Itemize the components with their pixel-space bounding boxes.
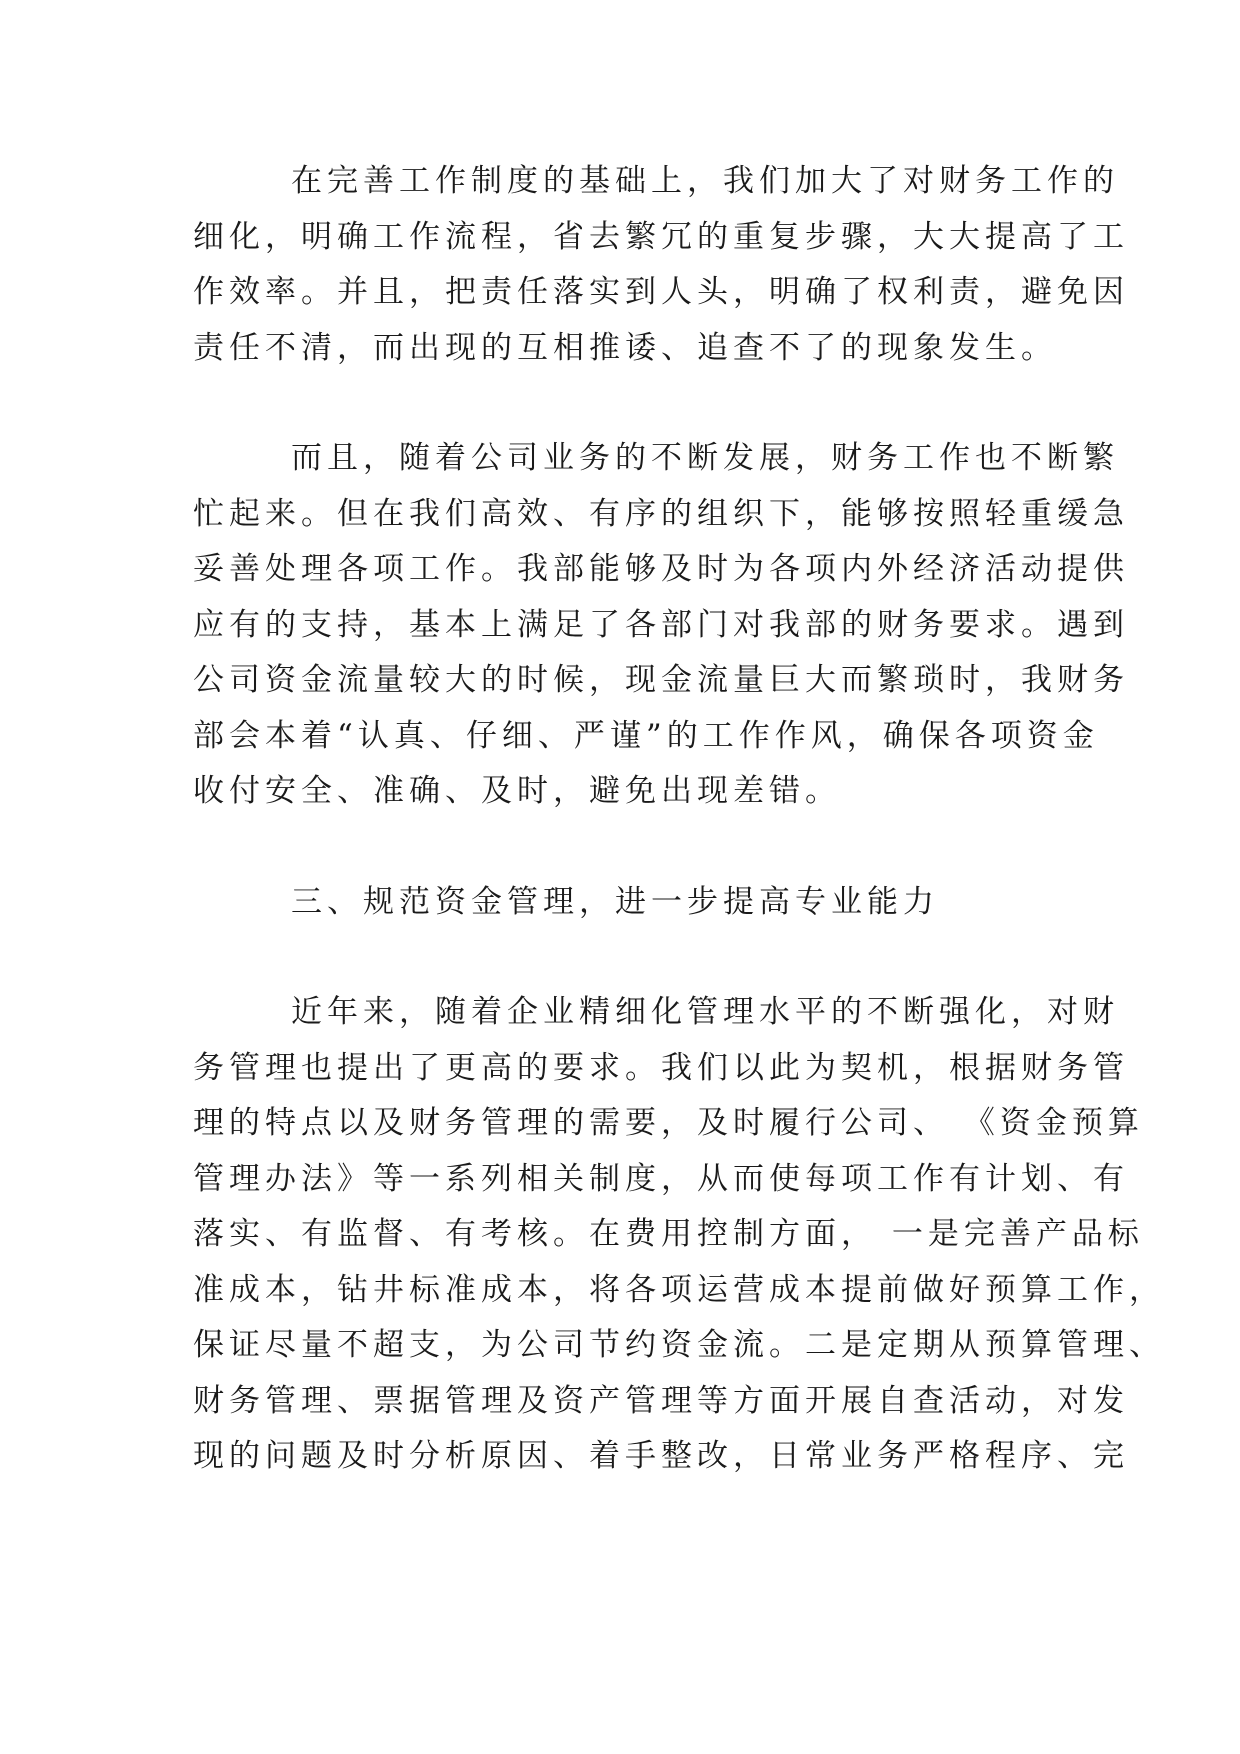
text-line: 现的问题及时分析原因、着手整改，日常业务严格程序、完 <box>193 1438 1129 1474</box>
body-text <box>193 154 1165 1540</box>
heading-line: 三、规范资金管理，进一步提高专业能力 <box>291 883 939 920</box>
paragraph <box>193 431 1129 820</box>
text-line: 应有的支持，基本上满足了各部门对我部的财务要求。遇到 <box>193 606 1129 643</box>
text-line: 管理办法》等一系列相关制度，从而使每项工作有计划、有 <box>193 1160 1129 1197</box>
text-line: 忙起来。但在我们高效、有序的组织下，能够按照轻重缓急 <box>193 495 1129 532</box>
text-line: 公司资金流量较大的时候，现金流量巨大而繁琐时，我财务 <box>193 662 1129 698</box>
text-line: 保证尽量不超支，为公司节约资金流。二是定期从预算管理、 <box>193 1327 1165 1363</box>
text-line: 而且，随着公司业务的不断发展，财务工作也不断繁 <box>291 440 1119 476</box>
text-line: 作效率。并且，把责任落实到人头，明确了权利责，避免因 <box>193 274 1129 310</box>
text-line: 务管理也提出了更高的要求。我们以此为契机，根据财务管 <box>193 1049 1129 1086</box>
text-line: 近年来，随着企业精细化管理水平的不断强化，对财 <box>291 994 1119 1030</box>
text-line: 准成本，钻井标准成本，将各项运营成本提前做好预算工作， <box>193 1271 1165 1308</box>
paragraph <box>193 985 1165 1485</box>
text-line: 理的特点以及财务管理的需要，及时履行公司、 《资金预算 <box>193 1105 1144 1141</box>
text-line: 在完善工作制度的基础上，我们加大了对财务工作的 <box>291 163 1119 199</box>
text-line: 细化，明确工作流程，省去繁冗的重复步骤，大大提高了工 <box>193 218 1129 255</box>
text-line: 财务管理、票据管理及资产管理等方面开展自查活动，对发 <box>193 1382 1129 1419</box>
text-line: 部会本着“认真、仔细、严谨”的工作作风，确保各项资金 <box>193 717 1099 754</box>
text-line: 收付安全、准确、及时，避免出现差错。 <box>193 773 841 809</box>
text-line: 责任不清，而出现的互相推诿、追查不了的现象发生。 <box>193 329 1057 366</box>
text-line: 妥善处理各项工作。我部能够及时为各项内外经济活动提供 <box>193 551 1129 587</box>
section-heading <box>193 875 1073 931</box>
text-line: 落实、有监督、有考核。在费用控制方面， 一是完善产品标 <box>193 1216 1144 1252</box>
paragraph <box>193 154 1129 376</box>
